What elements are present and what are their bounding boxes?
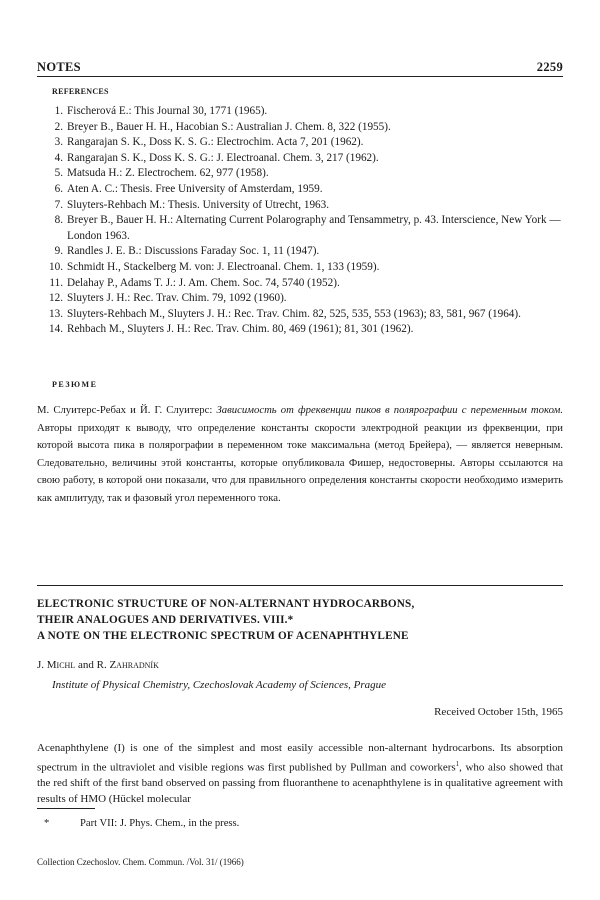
reference-item: [37, 322, 563, 338]
article-title-line-2: THEIR ANALOGUES AND DERIVATIVES. VIII.*: [37, 613, 294, 626]
reference-number: 13.: [49, 307, 63, 320]
section-rule: [37, 585, 563, 586]
reference-text: Breyer B., Bauer H. H.: Alternating Current Polarography and Tensammetry, p. 43. Interscience, New York — London 1963.: [67, 214, 561, 242]
resume-paragraph: [37, 402, 563, 508]
reference-number: 1.: [54, 105, 63, 117]
article-title: [37, 597, 563, 629]
reference-number: 10.: [49, 260, 63, 273]
reference-text: Rangarajan S. K., Doss K. S. G.: Electrochim. Acta 7, 201 (1962).: [67, 136, 364, 149]
reference-list: [37, 104, 563, 338]
reference-item: [37, 291, 563, 307]
section-label: NOTES: [37, 60, 81, 74]
article-subtitle: A NOTE ON THE ELECTRONIC SPECTRUM OF ACENAPHTHYLENE: [37, 630, 409, 642]
reference-number: 7.: [54, 198, 63, 211]
running-header: [37, 57, 563, 75]
reference-text: Randles J. E. B.: Discussions Faraday Soc. 1, 11 (1947).: [67, 245, 320, 258]
reference-text: Sluyters-Rehbach M.: Thesis. University of Utrecht, 1963.: [67, 198, 330, 211]
footnote-rule: [37, 808, 95, 809]
reference-number: 2.: [54, 120, 63, 133]
reference-item: [37, 307, 563, 323]
reference-text: Sluyters J. H.: Rec. Trav. Chim. 79, 1092 (1960).: [67, 292, 287, 305]
reference-item: [37, 151, 563, 167]
reference-text: Fischerová E.: This Journal 30, 1771 (1965).: [67, 105, 268, 117]
author-2: R. Zahradník: [96, 659, 159, 671]
page-footer: Collection Czechoslov. Chem. Commun. /Vol. 31/ (1966): [37, 857, 244, 867]
reference-text: Sluyters-Rehbach M., Sluyters J. H.: Rec. Trav. Chim. 82, 525, 535, 553 (1963); 83, 581, 967 (1964).: [67, 307, 521, 320]
reference-item: [37, 182, 563, 198]
author-conjunction: and: [75, 659, 97, 671]
reference-item: [37, 244, 563, 260]
received-date: Received October 15th, 1965: [434, 706, 563, 718]
resume-body: Авторы приходят к выводу, что определение константы скорости электродной реакции из фреквенции, при которой высота пика в полярографии в переменном токе максимальна (метод Брейера), — является неверным. Следовательно, величины этой константы, которые опубликовала Фишер, недостоверны. Авторы ссылаются на свою работу, в которой они показали, что для правильного определения константы скорости необходимо измерить как амплитуду, так и фазовый угол переменного тока.: [37, 421, 563, 504]
reference-text: Aten A. C.: Thesis. Free University of Amsterdam, 1959.: [67, 182, 323, 195]
reference-item: [37, 120, 563, 136]
citation-superscript: 1: [455, 759, 460, 768]
affiliation: Institute of Physical Chemistry, Czechoslovak Academy of Sciences, Prague: [52, 679, 386, 691]
reference-item: [37, 166, 563, 182]
article-title-line-1: ELECTRONIC STRUCTURE OF NON-ALTERNANT HYDROCARBONS,: [37, 598, 415, 610]
page-number: 2259: [536, 60, 563, 74]
author-1: J. Michl: [37, 659, 76, 671]
resume-authors: М. Слуитерс-Ребах и Й. Г. Слуитерс:: [37, 404, 213, 416]
reference-text: Schmidt H., Stackelberg M. von: J. Electroanal. Chem. 1, 133 (1959).: [67, 260, 380, 273]
reference-item: [37, 260, 563, 276]
body-text-b: , who also showed that the red shift of the first band observed on passing from fluoranthene to acenaphthylene is in qualitative agreement with results of HMO (Hückel molecular: [37, 761, 563, 806]
reference-item: [37, 276, 563, 292]
reference-text: Matsuda H.: Z. Electrochem. 62, 977 (1958).: [67, 167, 269, 180]
reference-number: 12.: [49, 292, 63, 305]
reference-number: 8.: [54, 214, 63, 227]
reference-item: [37, 198, 563, 214]
reference-text: Breyer B., Bauer H. H., Hacobian S.: Australian J. Chem. 8, 322 (1955).: [67, 120, 391, 133]
reference-number: 11.: [49, 276, 63, 289]
reference-number: 6.: [54, 182, 63, 195]
footnote: [44, 818, 239, 829]
footnote-text: Part VII: J. Phys. Chem., in the press.: [80, 818, 240, 829]
reference-text: Rangarajan S. K., Doss K. S. G.: J. Electroanal. Chem. 3, 217 (1962).: [67, 151, 379, 164]
footnote-mark: *: [44, 818, 50, 829]
reference-item: [37, 213, 563, 244]
reference-number: 14.: [49, 323, 63, 336]
reference-text: Rehbach M., Sluyters J. H.: Rec. Trav. Chim. 80, 469 (1961); 81, 301 (1962).: [67, 323, 414, 336]
article-body: [37, 741, 563, 808]
references-heading: REFERENCES: [52, 87, 109, 96]
reference-number: 4.: [54, 151, 63, 164]
body-text-a: Acenaphthylene (I) is one of the simplest and most easily accessible non-alternant hydrocarbons. Its absorption spectrum in the ultraviolet and visible regions was first published by Pullman and coworkers: [37, 742, 563, 774]
reference-number: 5.: [54, 167, 63, 180]
reference-number: 3.: [54, 136, 63, 149]
resume-heading: РЕЗЮМЕ: [52, 380, 98, 389]
article-authors: [37, 659, 159, 671]
reference-text: Delahay P., Adams T. J.: J. Am. Chem. Soc. 74, 5740 (1952).: [67, 276, 340, 289]
reference-item: [37, 135, 563, 151]
reference-number: 9.: [54, 245, 63, 258]
resume-title: Зависимость от фреквенции пиков в полярографии с переменным током.: [216, 404, 564, 416]
header-rule: [37, 76, 563, 77]
reference-item: [37, 104, 563, 120]
